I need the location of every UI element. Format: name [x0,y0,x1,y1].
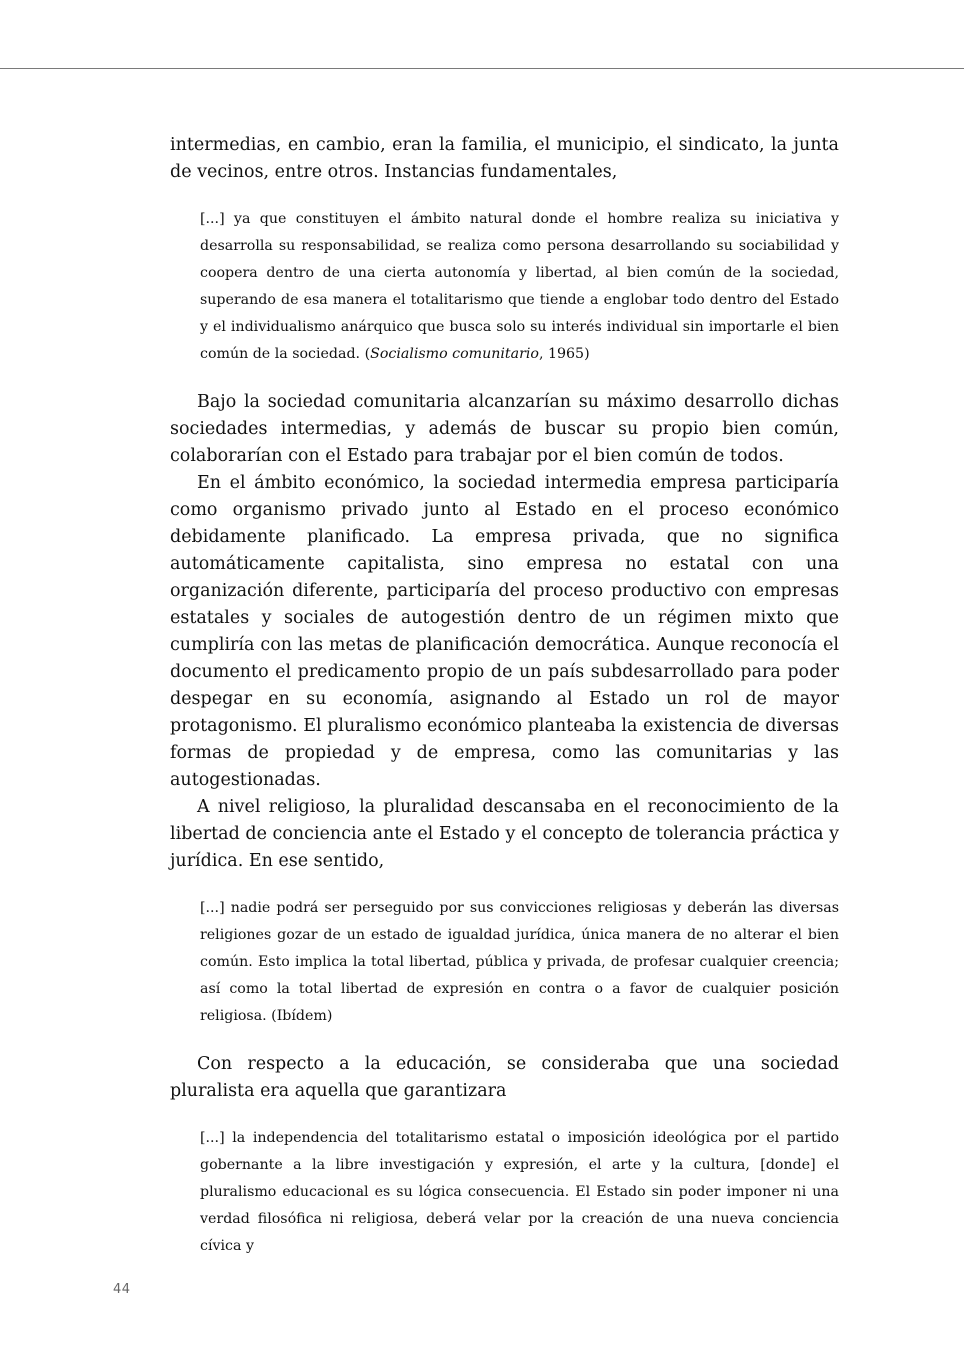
spacer [170,186,839,206]
block-quote-socialismo-comunitario [170,206,839,368]
spacer [170,368,839,389]
spacer [170,1030,839,1051]
paragraph-communitarian-society: Bajo la sociedad comunitaria alcanzarían su máximo desarrollo dichas sociedades intermedias, y además de buscar su propio bien común, colaborarían con el Estado para trabajar por el bien común de todos. [170,392,839,466]
header-rule [0,68,964,69]
paragraph-education: Con respecto a la educación, se consideraba que una sociedad pluralista era aquella que garantizara [170,1054,839,1101]
page-number: 44 [113,1282,131,1297]
paragraph-economic-sphere: En el ámbito económico, la sociedad intermedia empresa participaría como organismo privado junto al Estado en el proceso económico debidamente planificado. La empresa privada, que no significa automáticamente capitalista, sino empresa no estatal con una organización diferente, participaría del proceso productivo con empresas estatales y sociales de autogestión dentro de un régimen mixto que cumpliría con las metas de planificación democrática. Aunque reconocía el documento el predicamento propio de un país subdesarrollado para poder despegar en su economía, asignando al Estado un rol de mayor protagonismo. El pluralismo económico planteaba la existencia de diversas formas de propiedad y de empresa, como las comunitarias y las autogestionadas. [170,473,839,790]
block-quote-religious-freedom: [...] nadie podrá ser perseguido por sus convicciones religiosas y deberán las diversas religiones gozar de un estado de igualdad jurídica, única manera de no alterar el bien común. Esto implica la total libertad, pública y privada, de profesar cualquier creencia; así como la total libertad de expresión en contra o a favor de cualquier posición religiosa. (Ibídem) [200,900,839,1024]
body-text [170,132,839,1260]
quote-source-year: , 1965) [538,346,590,362]
spacer [170,875,839,895]
paragraph-religious-level: A nivel religioso, la pluralidad descansaba en el reconocimiento de la libertad de conciencia ante el Estado y el concepto de tolerancia práctica y jurídica. En ese sentido, [170,797,839,871]
quote-source-title: Socialismo comunitario [370,346,539,362]
quote-text: [...] ya que constituyen el ámbito natural donde el hombre realiza su iniciativa y desarrolla su responsabilidad, se realiza como persona desarrollando su sociabilidad y coopera dentro de una cierta autonomía y libertad, al bien común de la sociedad, superando de esa manera el totalitarismo que tiende a englobar todo dentro del Estado y el individualismo anárquico que busca solo su interés individual sin importarle el bien común de la sociedad. ( [200,211,839,362]
paragraph-intermediate-societies: intermedias, en cambio, eran la familia, el municipio, el sindicato, la junta de vecinos, entre otros. Instancias fundamentales, [170,135,839,182]
block-quote-educational-pluralism: [...] la independencia del totalitarismo estatal o imposición ideológica por el partido gobernante a la libre investigación y expresión, el arte y la cultura, [donde] el pluralismo educacional es su lógica consecuencia. El Estado sin poder imponer ni una verdad filosófica ni religiosa, deberá velar por la creación de una nueva conciencia cívica y [200,1130,839,1254]
spacer [170,1105,839,1125]
